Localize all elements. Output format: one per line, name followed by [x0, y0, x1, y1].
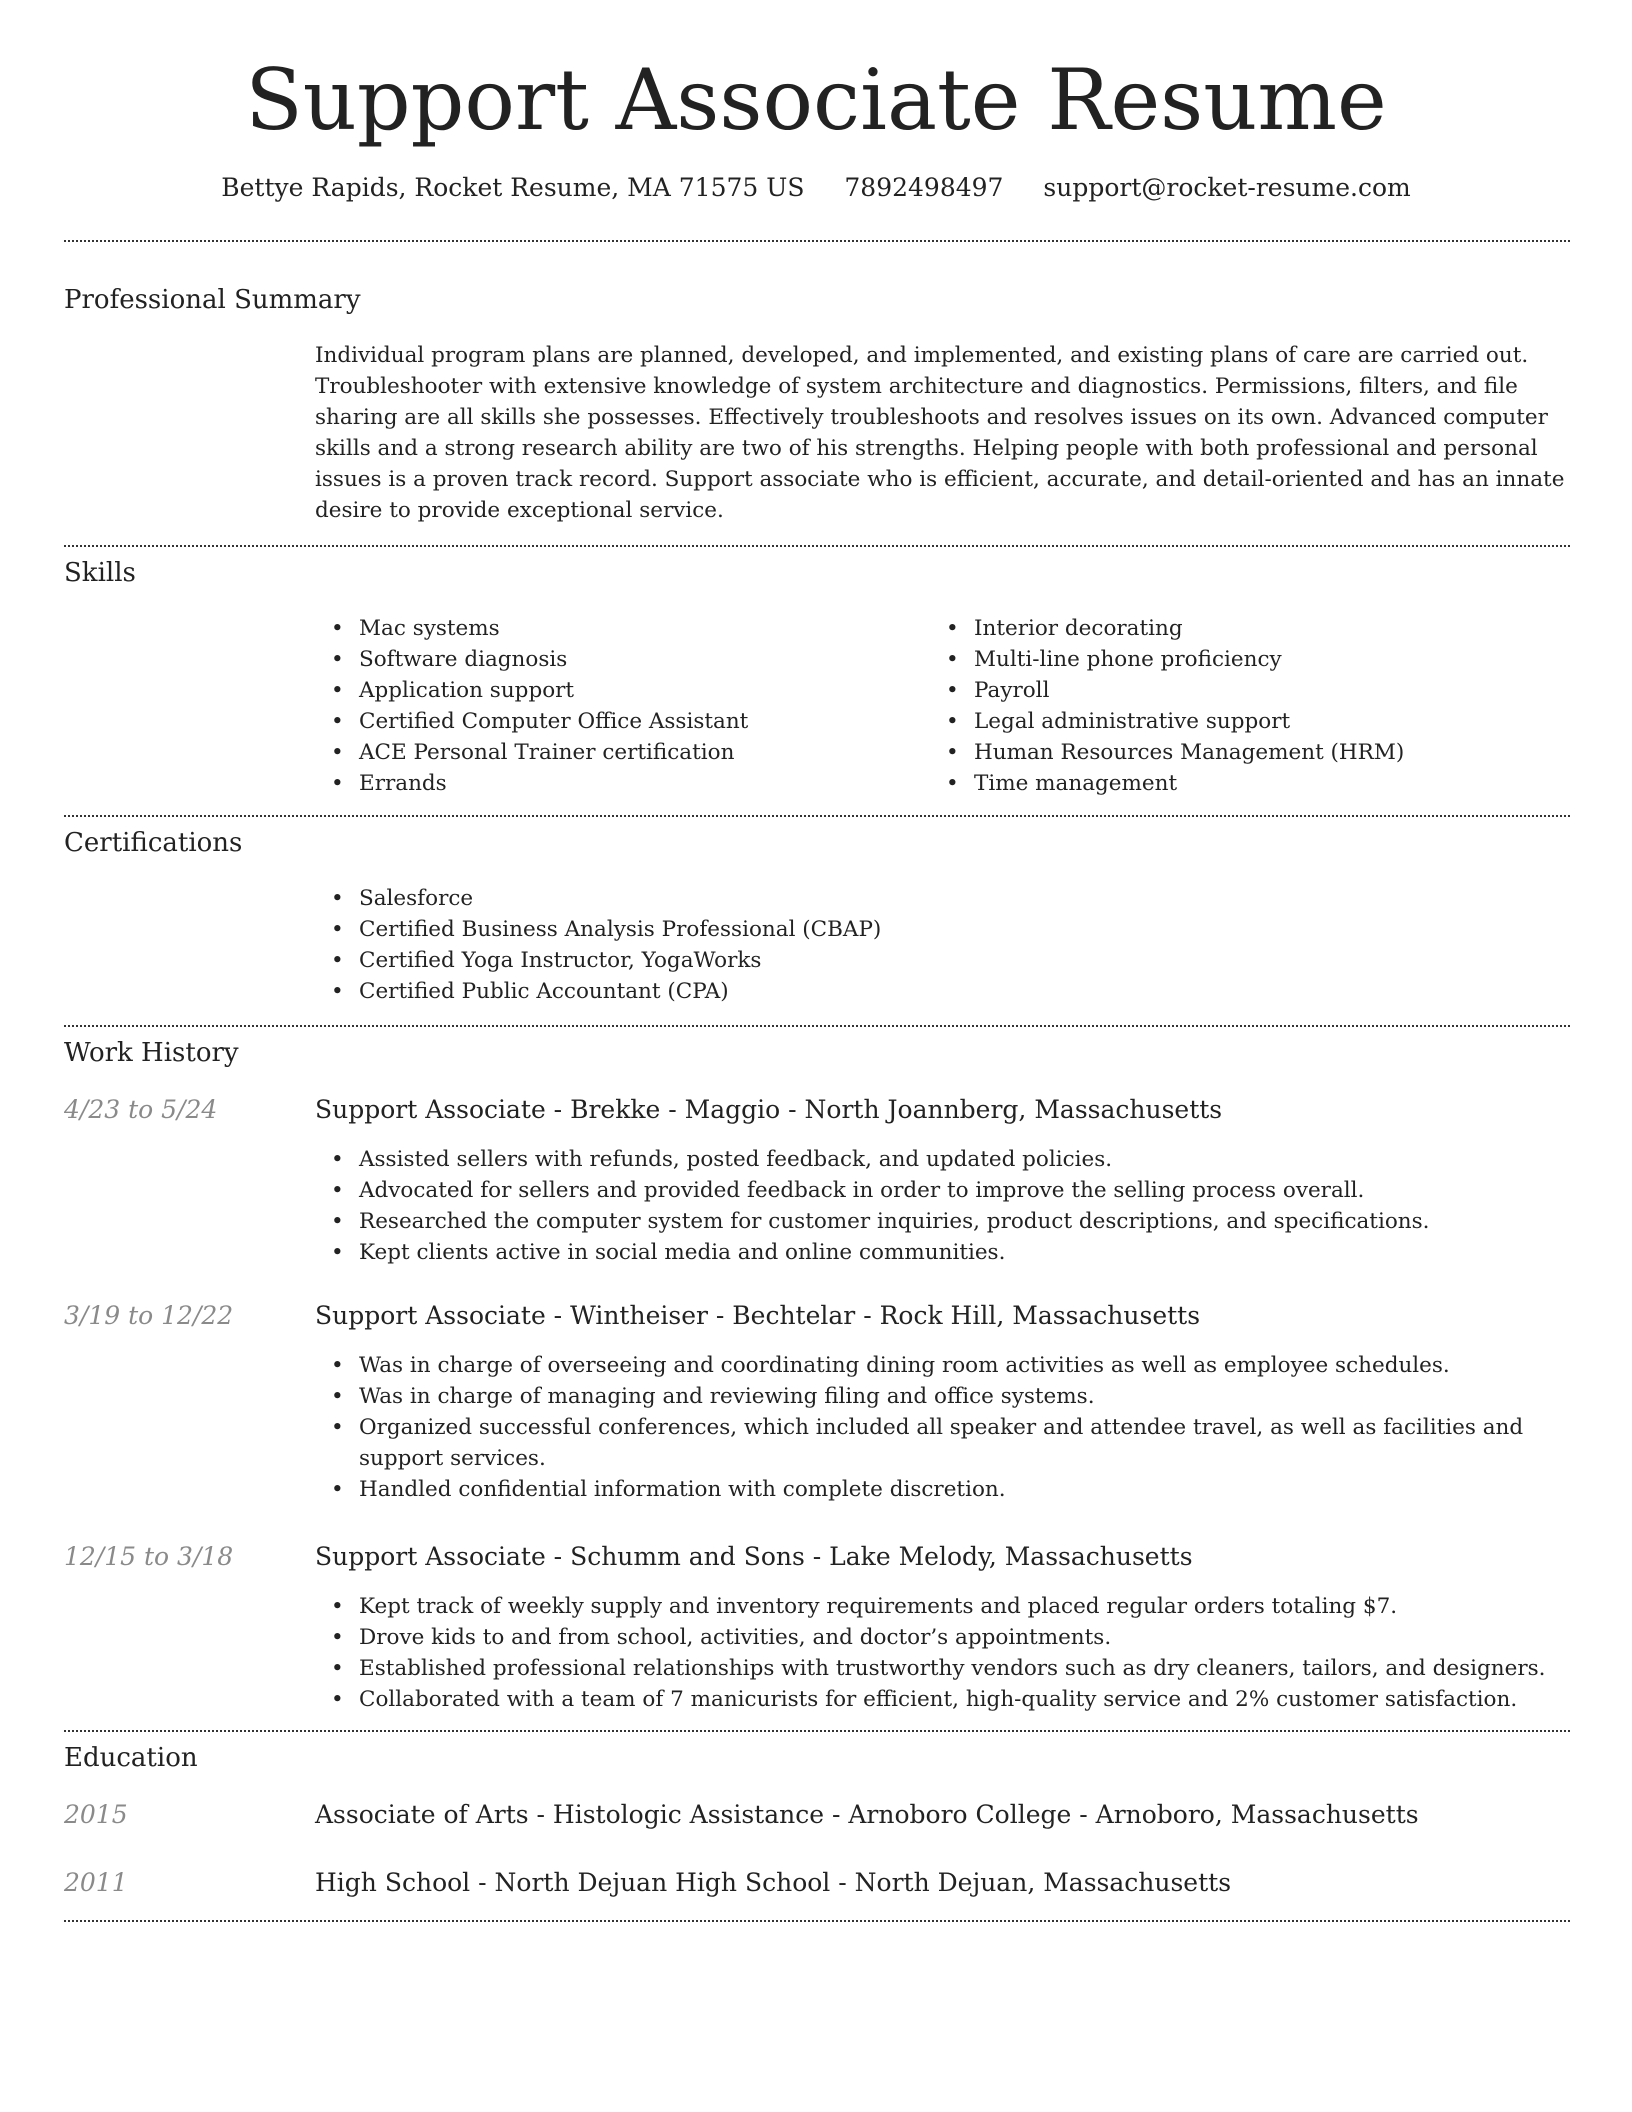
- divider: [64, 545, 1570, 547]
- section-title-certifications: Certifications: [64, 828, 243, 858]
- job-bullet: • Kept clients active in social media and online communities.: [315, 1237, 1565, 1268]
- section-title-education: Education: [64, 1743, 198, 1773]
- skill-item: • Human Resources Management (HRM): [930, 737, 1550, 768]
- divider: [64, 1025, 1570, 1027]
- contact-address: Bettye Rapids, Rocket Resume, MA 71575 US: [221, 173, 805, 202]
- contact-phone: 7892498497: [844, 173, 1004, 202]
- job-bullets: [315, 1350, 1565, 1505]
- job-dates: 3/19 to 12/22: [64, 1301, 234, 1330]
- job-bullets: [315, 1591, 1565, 1715]
- skill-item: • Errands: [315, 768, 915, 799]
- job-bullet: • Was in charge of managing and reviewing filing and office systems.: [315, 1381, 1565, 1412]
- certification-item: • Salesforce: [315, 883, 1565, 914]
- skill-item: • ACE Personal Trainer certification: [315, 737, 915, 768]
- skill-item: • Payroll: [930, 675, 1550, 706]
- skill-item: • Multi-line phone proficiency: [930, 644, 1550, 675]
- skill-item: • Interior decorating: [930, 613, 1550, 644]
- skill-item: • Legal administrative support: [930, 706, 1550, 737]
- skill-item: • Time management: [930, 768, 1550, 799]
- skill-item: • Mac systems: [315, 613, 915, 644]
- job-dates: 12/15 to 3/18: [64, 1542, 234, 1571]
- section-title-work-history: Work History: [64, 1038, 239, 1068]
- certifications-list: [315, 883, 1565, 1007]
- job-bullet: • Kept track of weekly supply and inventory requirements and placed regular orders totaling $7.: [315, 1591, 1565, 1622]
- skill-item: • Application support: [315, 675, 915, 706]
- education-year: 2011: [64, 1868, 128, 1897]
- skills-list-left: [315, 613, 915, 799]
- job-dates: 4/23 to 5/24: [64, 1095, 218, 1124]
- skill-item: • Certified Computer Office Assistant: [315, 706, 915, 737]
- job-bullet: • Handled confidential information with complete discretion.: [315, 1474, 1565, 1505]
- divider: [64, 1730, 1570, 1732]
- section-title-summary: Professional Summary: [64, 285, 361, 315]
- skill-item: • Software diagnosis: [315, 644, 915, 675]
- job-bullet: • Was in charge of overseeing and coordinating dining room activities as well as employee schedules.: [315, 1350, 1565, 1381]
- job-bullet: • Researched the computer system for customer inquiries, product descriptions, and specifications.: [315, 1206, 1565, 1237]
- certification-item: • Certified Public Accountant (CPA): [315, 976, 1565, 1007]
- job-title: Support Associate - Wintheiser - Bechtelar - Rock Hill, Massachusetts: [315, 1301, 1201, 1330]
- contact-line: [0, 170, 1632, 206]
- resume-title: Support Associate Resume: [245, 51, 1387, 149]
- contact-email: support@rocket-resume.com: [1043, 173, 1411, 202]
- section-title-skills: Skills: [64, 558, 136, 588]
- divider: [64, 815, 1570, 817]
- job-title: Support Associate - Brekke - Maggio - North Joannberg, Massachusetts: [315, 1095, 1223, 1124]
- job-bullet: • Established professional relationships with trustworthy vendors such as dry cleaners, tailors, and designers.: [315, 1653, 1565, 1684]
- certification-item: • Certified Yoga Instructor, YogaWorks: [315, 945, 1565, 976]
- summary-text: Individual program plans are planned, developed, and implemented, and existing plans of care are carried out. Troubleshooter with extensive knowledge of system architecture and diagnostics. Permissions, filters, and file sharing are all skills she possesses. Effectively troubleshoots and resolves issues on its own. Advanced computer skills and a strong research ability are two of his strengths. Helping people with both professional and personal issues is a proven track record. Support associate who is efficient, accurate, and detail-oriented and has an innate desire to provide exceptional service.: [315, 343, 1565, 523]
- divider: [64, 1920, 1570, 1922]
- divider: [64, 240, 1570, 242]
- skills-list-right: [930, 613, 1550, 799]
- job-bullet: • Collaborated with a team of 7 manicurists for efficient, high-quality service and 2% customer satisfaction.: [315, 1684, 1565, 1715]
- certification-item: • Certified Business Analysis Professional (CBAP): [315, 914, 1565, 945]
- job-bullet: • Organized successful conferences, which included all speaker and attendee travel, as well as facilities and support services.: [315, 1412, 1565, 1474]
- job-bullet: • Drove kids to and from school, activities, and doctor’s appointments.: [315, 1622, 1565, 1653]
- education-year: 2015: [64, 1800, 128, 1829]
- job-bullet: • Assisted sellers with refunds, posted feedback, and updated policies.: [315, 1144, 1565, 1175]
- education-title: High School - North Dejuan High School - North Dejuan, Massachusetts: [315, 1868, 1232, 1897]
- job-title: Support Associate - Schumm and Sons - Lake Melody, Massachusetts: [315, 1542, 1193, 1571]
- job-bullets: [315, 1144, 1565, 1268]
- job-bullet: • Advocated for sellers and provided feedback in order to improve the selling process overall.: [315, 1175, 1565, 1206]
- education-title: Associate of Arts - Histologic Assistance - Arnoboro College - Arnoboro, Massachusetts: [315, 1800, 1419, 1829]
